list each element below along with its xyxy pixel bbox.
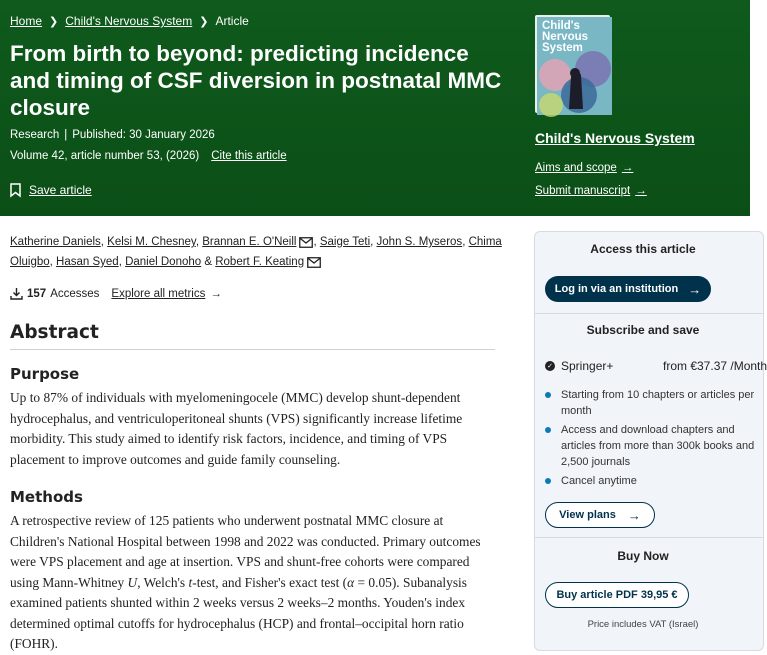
submit-manuscript-link[interactable]: Submit manuscript → xyxy=(535,185,647,197)
author-list: Katherine Daniels, Kelsi M. Chesney, Brannan E. O'Neill , Saige Teti, John S. Myseros, Chima Oluigbo, Hasan Syed, Daniel Donoho & Robert F. Keating xyxy=(10,236,502,268)
article-title: From birth to beyond: predicting incidence and timing of CSF diversion in postnatal MMC closure xyxy=(10,41,502,120)
breadcrumb xyxy=(10,14,249,28)
abstract-heading: Abstract xyxy=(10,322,99,343)
chevron-right-icon: ❯ xyxy=(199,15,209,28)
list-item: Access and download chapters and articles from more than 300k books and 2,500 journals xyxy=(545,422,755,470)
springer-plus-plan xyxy=(545,359,767,373)
arrow-right-icon: → xyxy=(621,162,634,174)
list-item: Cancel anytime xyxy=(545,473,755,489)
author-link[interactable]: Saige Teti xyxy=(319,236,371,248)
access-count: 157 xyxy=(27,287,47,300)
view-plans-button[interactable]: View plans → xyxy=(545,502,655,528)
purpose-paragraph: Up to 87% of individuals with myelomeningocele (MMC) develop shunt-dependent hydrocephalus, and ventriculoperitoneal shunts (VPS) significantly increase lifetime morbidity. This study aimed to identify risk factors, incidence, and timing of VPS placement to improve outcomes and guide family counseling. xyxy=(10,390,463,467)
plan-name: Springer+ xyxy=(561,359,614,373)
chevron-right-icon: ❯ xyxy=(49,15,59,28)
email-icon[interactable] xyxy=(299,237,313,248)
list-item: Starting from 10 chapters or articles per month xyxy=(545,387,755,419)
author-link[interactable]: Daniel Donoho xyxy=(125,256,202,268)
access-heading: Access this article xyxy=(590,242,696,256)
article-type: Research xyxy=(10,129,60,141)
purpose-heading: Purpose xyxy=(10,365,80,383)
breadcrumb-current: Article xyxy=(215,14,249,28)
breadcrumb-home-link[interactable]: Home xyxy=(10,14,43,28)
author-link[interactable]: Katherine Daniels xyxy=(10,236,101,248)
methods-paragraph: A retrospective review of 125 patients who underwent postnatal MMC closure at Children's National Hospital between 1998 and 2022 was conducted. Primary outcomes were VPS placement and age at insertion. VPS and shunt-free cohorts were compared using Mann-Whitney U, Welch's t-test, and Fisher's exact test (α = 0.05). Subanalysis examined patients shunted within 2 weeks versus 2 weeks–2 months. Youden's index determined optimal cutoffs for hydrocephalus (HCP) and frontal–occipital horn ratio (FOHR). xyxy=(10,513,481,651)
methods-heading: Methods xyxy=(10,488,83,506)
journal-cover-image[interactable] xyxy=(535,15,610,113)
arrow-right-icon: → xyxy=(627,507,641,523)
cover-title: Child's Nervous System xyxy=(542,20,589,54)
cite-article-link[interactable]: Cite this article xyxy=(211,150,287,162)
email-icon[interactable] xyxy=(307,257,321,268)
section-divider xyxy=(10,349,495,350)
author-link[interactable]: Kelsi M. Chesney xyxy=(107,236,196,248)
access-label: Accesses xyxy=(50,287,100,300)
subscribe-heading: Subscribe and save xyxy=(586,323,700,337)
author-link[interactable]: Brannan E. O'Neill xyxy=(202,236,297,248)
arrow-right-icon: → xyxy=(635,185,647,197)
arrow-right-icon: → xyxy=(210,287,222,300)
volume-info: Volume 42, article number 53, (2026) xyxy=(10,150,200,162)
author-link[interactable]: John S. Myseros xyxy=(376,236,463,248)
save-article-button[interactable] xyxy=(10,183,92,197)
explore-metrics-link[interactable]: Explore all metrics xyxy=(111,287,206,300)
access-section xyxy=(535,232,763,314)
author-link[interactable]: Robert F. Keating xyxy=(215,256,305,268)
metrics-row xyxy=(10,287,222,300)
journal-name-link[interactable]: Child's Nervous System xyxy=(535,130,695,146)
aims-and-scope-link[interactable]: Aims and scope → xyxy=(535,162,634,174)
article-type-date xyxy=(10,129,215,141)
plan-price: from €37.37 /Month xyxy=(663,359,767,373)
article-volume-row xyxy=(10,150,287,162)
bookmark-icon xyxy=(10,183,21,197)
save-article-label: Save article xyxy=(29,183,92,197)
arrow-right-icon: → xyxy=(688,281,702,297)
meta-separator: | xyxy=(64,129,68,141)
vat-note: Price includes VAT (Israel) xyxy=(587,619,699,630)
buy-now-heading: Buy Now xyxy=(617,549,669,563)
access-sidebar xyxy=(534,231,767,651)
buy-article-pdf-button[interactable]: Buy article PDF 39,95 € xyxy=(545,582,689,608)
author-link[interactable]: Chima Oluigbo xyxy=(10,236,502,268)
author-link[interactable]: Hasan Syed xyxy=(56,256,119,268)
institution-login-button[interactable]: Log in via an institution → xyxy=(545,276,711,302)
plan-benefits-list xyxy=(545,387,755,492)
article-header-banner xyxy=(0,0,750,216)
published-date: Published: 30 January 2026 xyxy=(72,129,215,141)
download-icon xyxy=(10,287,23,300)
breadcrumb-journal-link[interactable]: Child's Nervous System xyxy=(65,14,193,28)
check-circle-icon: ✓ xyxy=(545,361,555,371)
